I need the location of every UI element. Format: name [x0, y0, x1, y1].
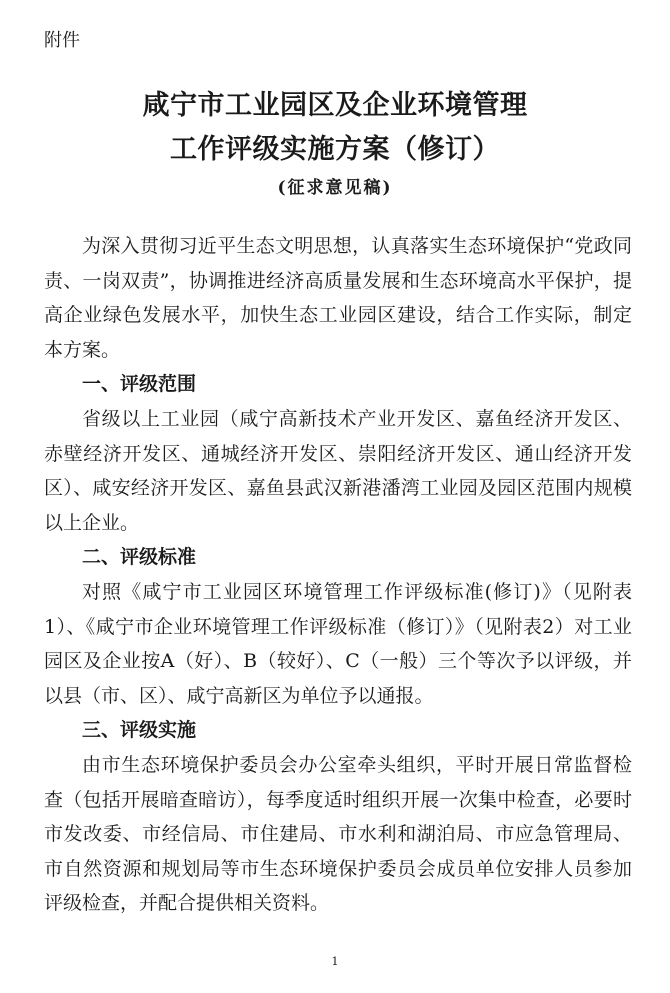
document-body [44, 229, 632, 921]
document-subtitle: (征求意见稿) [277, 178, 393, 198]
section-heading-scope: 一、评级范围 [82, 373, 197, 396]
intro-paragraph: 为深入贯彻习近平生态文明思想，认真落实生态环境保护“党政同责、一岗双责”，协调推进经济高质量发展和生态环境高水平保护，提高企业绿色发展水平，加快生态工业园区建设，结合工作实际，制定本方案。 [44, 235, 632, 361]
section-heading-standard: 二、评级标准 [82, 546, 197, 569]
document-title-line2: 工作评级实施方案（修订） [170, 134, 500, 165]
section-heading-implementation: 三、评级实施 [82, 719, 197, 742]
attachment-label: 附件 [44, 30, 80, 51]
section-text-scope: 省级以上工业园（咸宁高新技术产业开发区、嘉鱼经济开发区、赤壁经济开发区、通城经济开发区、崇阳经济开发区、通山经济开发区）、咸安经济开发区、嘉鱼县武汉新港潘湾工业园及园区范围内规模以上企业。 [44, 407, 632, 534]
section-text-standard: 对照《咸宁市工业园区环境管理工作评级标准(修订)》（见附表1）、《咸宁市企业环境管理工作评级标准（修订）》（见附表2）对工业园区及企业按A（好）、B（较好）、C（一般）三个等次予以评级，并以县（市、区）、咸宁高新区为单位予以通报。 [44, 580, 632, 707]
page-number: 1 [331, 955, 339, 968]
document-title-line1: 咸宁市工业园区及企业环境管理 [142, 90, 528, 121]
section-text-implementation: 由市生态环境保护委员会办公室牵头组织，平时开展日常监督检查（包括开展暗查暗访），每季度适时组织开展一次集中检查，必要时市发改委、市经信局、市住建局、市水利和湖泊局、市应急管理局、市自然资源和规划局等市生态环境保护委员会成员单位安排人员参加评级检查，并配合提供相关资料。 [44, 753, 632, 915]
